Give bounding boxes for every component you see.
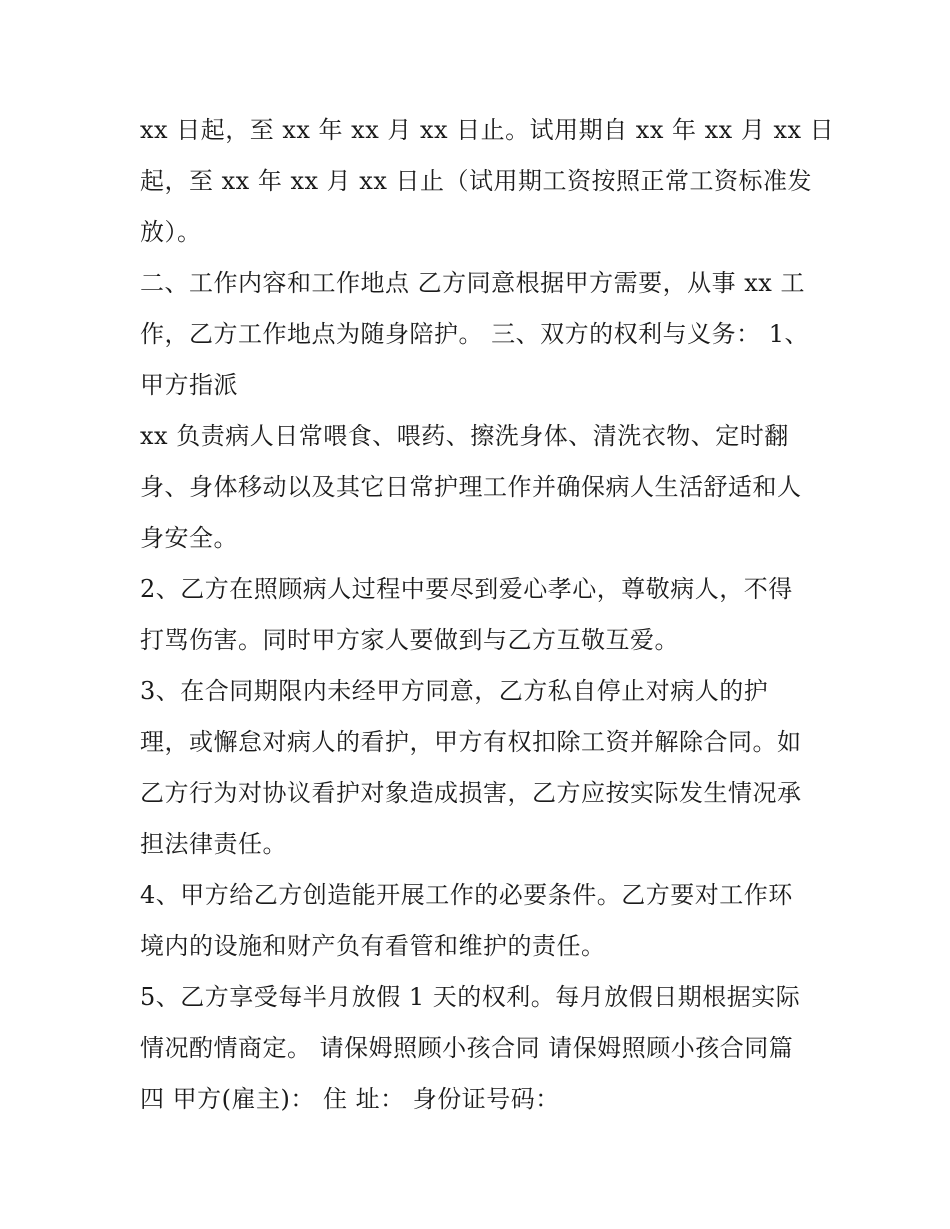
text-line: 乙方行为对协议看护对象造成损害，乙方应按实际发生情况承	[140, 779, 802, 807]
text-line: 担法律责任。	[140, 830, 287, 858]
text-line: 4、甲方给乙方创造能开展工作的必要条件。乙方要对工作环	[140, 881, 793, 909]
text-line: 打骂伤害。同时甲方家人要做到与乙方互敬互爱。	[140, 626, 679, 654]
text-line: xx 日起，至 xx 年 xx 月 xx 日止。试用期自 xx 年 xx 月 xx 日	[140, 116, 835, 144]
text-line: 作，乙方工作地点为随身陪护。 三、双方的权利与义务： 1、	[140, 320, 810, 348]
text-line: 身安全。	[140, 524, 238, 552]
text-line: 二、工作内容和工作地点 乙方同意根据甲方需要，从事 xx 工	[140, 269, 805, 297]
text-line: 身、身体移动以及其它日常护理工作并确保病人生活舒适和人	[140, 473, 802, 501]
text-line: 情况酌情商定。 请保姆照顾小孩合同 请保姆照顾小孩合同篇	[140, 1034, 794, 1062]
text-line: 境内的设施和财产负有看管和维护的责任。	[140, 932, 606, 960]
text-line: 5、乙方享受每半月放假 1 天的权利。每月放假日期根据实际	[140, 983, 801, 1011]
text-line: 甲方指派	[140, 371, 238, 399]
text-line: 四 甲方(雇主)： 住 址： 身份证号码：	[140, 1085, 560, 1113]
text-line: 放）。	[140, 218, 202, 246]
text-line: 2、乙方在照顾病人过程中要尽到爱心孝心，尊敬病人，不得	[140, 575, 793, 603]
document-body	[140, 105, 835, 1125]
text-line: 起，至 xx 年 xx 月 xx 日止（试用期工资按照正常工资标准发	[140, 167, 812, 195]
text-line: xx 负责病人日常喂食、喂药、擦洗身体、清洗衣物、定时翻	[140, 422, 789, 450]
text-line: 3、在合同期限内未经甲方同意，乙方私自停止对病人的护	[140, 677, 769, 705]
text-line: 理，或懈怠对病人的看护，甲方有权扣除工资并解除合同。如	[140, 728, 802, 756]
